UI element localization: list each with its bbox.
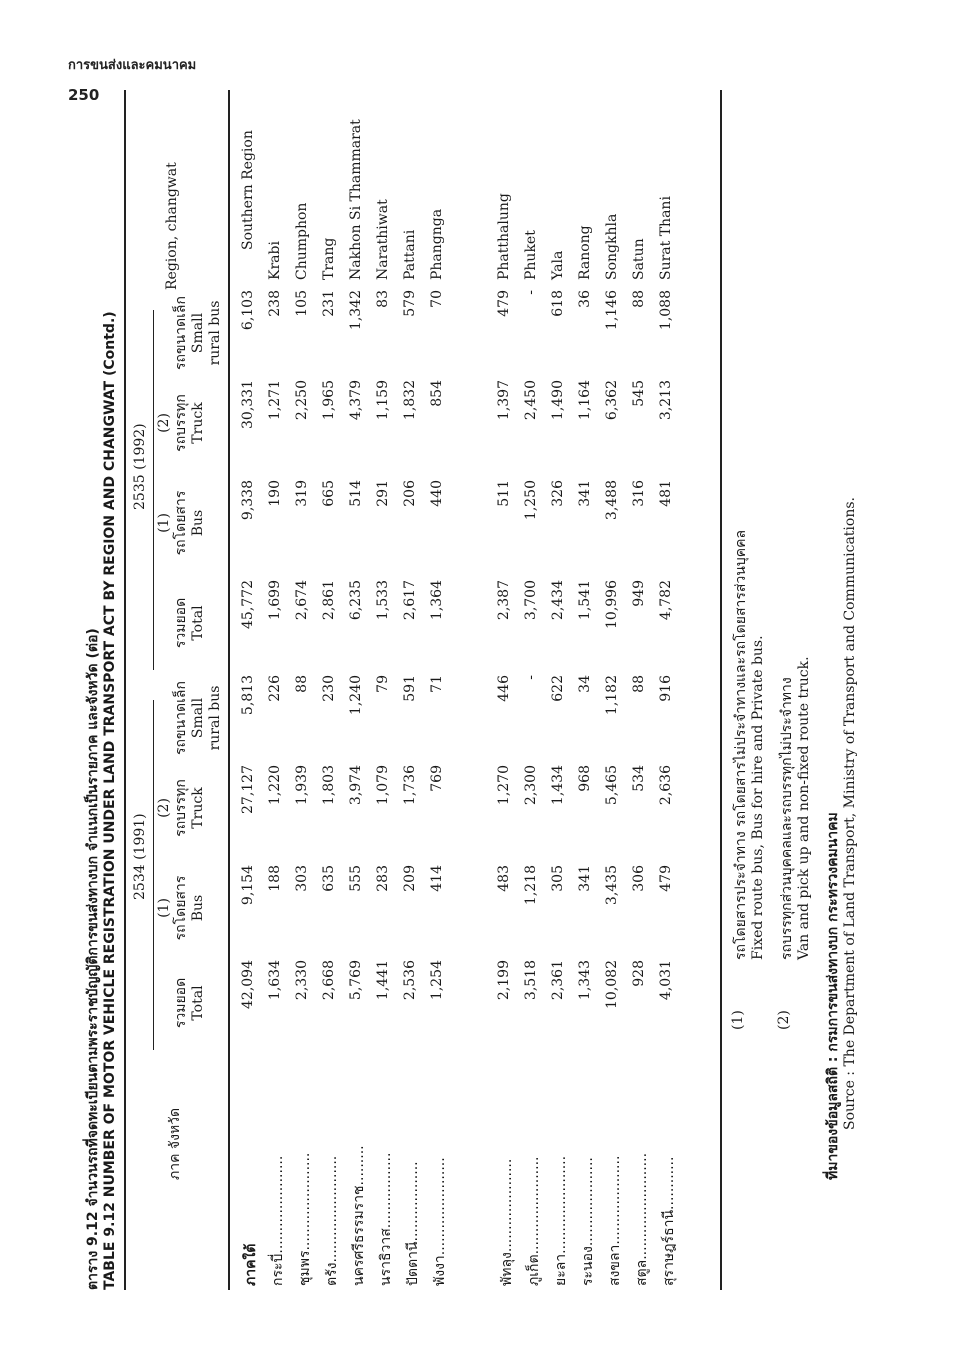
table-cell: 916 (658, 675, 674, 702)
column-header-en: Small (190, 312, 206, 354)
row-name-thai: ภูเก็ต...................... (526, 1156, 542, 1286)
note-1-english: Fixed route bus, Bus for hire and Private bus. (750, 635, 766, 960)
column-header-en2: rural bus (207, 300, 223, 366)
column-header-th: รถบรรทุก (173, 779, 189, 837)
column-header-en2 (207, 958, 224, 1048)
table-cell: 2,861 (321, 580, 337, 621)
table-cell: 2,387 (496, 580, 512, 621)
column-header-note: (2) (156, 798, 172, 818)
column-header (156, 288, 224, 378)
column-header (156, 578, 224, 668)
table-cell: 2,617 (402, 580, 418, 621)
table-cell: 4,782 (658, 580, 674, 621)
table-cell: 2,330 (294, 960, 310, 1001)
table-cell: 316 (631, 480, 647, 507)
row-name-thai: สงขลา.................... (607, 1155, 623, 1286)
bottom-rule (720, 90, 722, 1290)
table-cell: 5,769 (348, 960, 364, 1001)
table-cell: 27,127 (240, 765, 256, 814)
table-cell: 2,300 (523, 765, 539, 806)
table-cell: 622 (550, 675, 566, 702)
row-name-english: Southern Region (240, 130, 256, 250)
table-cell: 483 (496, 865, 512, 892)
table-cell: 70 (429, 290, 445, 308)
row-name-thai: พังงา...................... (432, 1157, 448, 1286)
column-header-en: Bus (190, 509, 206, 537)
table-cell: 79 (375, 675, 391, 693)
note-1-thai: รถโดยสารประจำทาง รถโดยสารไม่ประจำทางและรถโดยสารส่วนบุคคล (733, 529, 749, 960)
table-cell: 6,362 (604, 380, 620, 421)
table-cell: 1,182 (604, 675, 620, 716)
table-cell: 479 (496, 290, 512, 317)
table-cell: 188 (267, 865, 283, 892)
table-cell: 4,031 (658, 960, 674, 1001)
table-cell: 1,441 (375, 960, 391, 1001)
table-cell: 1,220 (267, 765, 283, 806)
column-header (156, 673, 224, 763)
table-cell: 1,254 (429, 960, 445, 1001)
table-cell: 479 (658, 865, 674, 892)
row-name-english: Trang (321, 237, 337, 280)
table-cell: 341 (577, 480, 593, 507)
column-header-th: รถโดยสาร (173, 490, 189, 556)
table-cell: 1,533 (375, 580, 391, 621)
table-cell: 3,974 (348, 765, 364, 806)
table-cell: 88 (631, 675, 647, 693)
table-cell: 1,146 (604, 290, 620, 331)
table-cell: 30,331 (240, 380, 256, 429)
row-name-thai: สตูล........................ (634, 1152, 650, 1286)
table-cell: 440 (429, 480, 445, 507)
column-header-th: รถขนาดเล็ก (173, 296, 189, 370)
year-rule-1992 (153, 310, 154, 670)
table-cell: 555 (348, 865, 364, 892)
table-cell: 2,434 (550, 580, 566, 621)
table-cell: 83 (375, 290, 391, 308)
row-name-english: Phangnga (429, 208, 445, 280)
table-cell: 291 (375, 480, 391, 507)
table-cell: 9,338 (240, 480, 256, 521)
row-name-english: Ranong (577, 225, 593, 280)
table-cell: 319 (294, 480, 310, 507)
table-cell: 230 (321, 675, 337, 702)
row-name-thai: ยะลา...................... (553, 1155, 569, 1286)
table-cell: 2,250 (294, 380, 310, 421)
table-cell: 3,518 (523, 960, 539, 1001)
table-cell: 1,164 (577, 380, 593, 421)
top-rule (124, 90, 126, 1290)
table-cell: 1,364 (429, 580, 445, 621)
table-cell: 534 (631, 765, 647, 792)
column-header-note: (1) (156, 898, 172, 918)
table-cell: 209 (402, 865, 418, 892)
table-cell: 88 (294, 675, 310, 693)
table-cell: 3,435 (604, 865, 620, 906)
row-name-english: Chumphon (294, 202, 310, 280)
column-header (156, 958, 224, 1048)
row-name-english: Satun (631, 238, 647, 280)
table-cell: 1,434 (550, 765, 566, 806)
column-header-th: รถบรรทุก (173, 394, 189, 452)
note-2-thai: รถบรรทุกส่วนบุคคลและรถบรรทุกไม่ประจำทาง (779, 677, 795, 960)
rotated-table-page (80, 88, 880, 1290)
column-header-th: รวมยอด (173, 597, 189, 649)
table-cell: 514 (348, 480, 364, 507)
table-cell: 1,159 (375, 380, 391, 421)
table-cell: 5,813 (240, 675, 256, 716)
table-cell: 42,094 (240, 960, 256, 1009)
table-cell: 618 (550, 290, 566, 317)
table-cell: 1,343 (577, 960, 593, 1001)
table-cell: 3,700 (523, 580, 539, 621)
column-header-en2 (207, 378, 224, 468)
source-english: Source : The Department of Land Transport, Ministry of Transport and Communications. (842, 497, 858, 1130)
table-cell: 2,450 (523, 380, 539, 421)
table-cell: 1,699 (267, 580, 283, 621)
table-cell: 283 (375, 865, 391, 892)
table-cell: 306 (631, 865, 647, 892)
column-header-en: Truck (190, 402, 206, 444)
table-cell: 1,397 (496, 380, 512, 421)
column-header-note (156, 958, 173, 1048)
table-cell: 231 (321, 290, 337, 317)
table-cell: 190 (267, 480, 283, 507)
table-cell: - (523, 290, 539, 295)
table-cell: 4,379 (348, 380, 364, 421)
column-header-en: Total (190, 605, 206, 641)
column-header-th: รถโดยสาร (173, 875, 189, 941)
table-cell: 545 (631, 380, 647, 407)
column-header-en: Total (190, 985, 206, 1021)
table-cell: 2,668 (321, 960, 337, 1001)
year-header-1992: 2535 (1992) (132, 423, 148, 510)
table-cell: 446 (496, 675, 512, 702)
table-cell: 10,082 (604, 960, 620, 1009)
table-cell: 2,636 (658, 765, 674, 806)
row-name-english: Nakhon Si Thammarat (348, 119, 364, 280)
table-cell: 9,154 (240, 865, 256, 906)
table-cell: 635 (321, 865, 337, 892)
table-cell: 1,803 (321, 765, 337, 806)
table-cell: 2,674 (294, 580, 310, 621)
table-cell: 2,361 (550, 960, 566, 1001)
year-rule-1991 (153, 700, 154, 1050)
row-name-english: Pattani (402, 229, 418, 280)
row-name-english: Songkhla (604, 213, 620, 280)
page-number: 250 (68, 86, 100, 104)
row-name-english: Surat Thani (658, 196, 674, 280)
row-name-english: Phuket (523, 230, 539, 280)
table-cell: 326 (550, 480, 566, 507)
row-name-english: Phatthalung (496, 193, 512, 280)
note-1-marker: (1) (730, 1010, 746, 1030)
column-header-note (156, 288, 173, 378)
row-name-thai: นครศรีธรรมราช......... (351, 1145, 367, 1286)
table-cell: 1,088 (658, 290, 674, 331)
column-header-note: (1) (156, 513, 172, 533)
table-cell: 1,270 (496, 765, 512, 806)
stub-header-thai: ภาค จังหวัด (167, 1107, 183, 1180)
table-cell: 1,965 (321, 380, 337, 421)
table-cell: 1,736 (402, 765, 418, 806)
table-cell: 6,103 (240, 290, 256, 331)
table-cell: 1,250 (523, 480, 539, 521)
note-2-english: Van and pick up and non-fixed route truck. (796, 656, 812, 960)
table-cell: 2,199 (496, 960, 512, 1001)
column-header-en2: rural bus (207, 685, 223, 751)
table-cell: 71 (429, 675, 445, 693)
table-cell: 1,939 (294, 765, 310, 806)
table-cell: 34 (577, 675, 593, 693)
table-cell: 341 (577, 865, 593, 892)
table-cell: 1,832 (402, 380, 418, 421)
column-header-en2 (207, 763, 224, 853)
column-header (156, 478, 224, 568)
stub-header-english: Region, changwat (164, 162, 180, 290)
table-cell: 414 (429, 865, 445, 892)
table-cell: 305 (550, 865, 566, 892)
table-cell: 1,079 (375, 765, 391, 806)
column-header (156, 863, 224, 953)
row-name-thai: ระนอง.................... (580, 1157, 596, 1286)
year-header-1991: 2534 (1991) (132, 813, 148, 900)
table-cell: 949 (631, 580, 647, 607)
source-thai: ที่มาของข้อมูลสถิติ : กรมการขนส่งทางบก กระทรวงคมนาคม (825, 812, 841, 1180)
row-name-thai: ตรัง........................ (324, 1155, 340, 1286)
table-cell: 36 (577, 290, 593, 308)
column-header-en2 (207, 478, 224, 568)
table-title-thai: ตาราง 9.12 จำนวนรถที่จดทะเบียนตามพระราชบัญญัติการขนส่งทางบก จำแนกเป็นรายภาค และจังหวัด (ต่อ) (85, 628, 101, 1290)
column-header (156, 378, 224, 468)
table-cell: 303 (294, 865, 310, 892)
row-name-thai: พัทลุง..................... (499, 1158, 515, 1286)
table-cell: 511 (496, 480, 512, 507)
column-header-en: Truck (190, 787, 206, 829)
table-cell: 5,465 (604, 765, 620, 806)
table-cell: 45,772 (240, 580, 256, 629)
note-2-marker: (2) (776, 1010, 792, 1030)
table-cell: 854 (429, 380, 445, 407)
table-cell: 928 (631, 960, 647, 987)
row-name-thai: นราธิวาส................. (378, 1152, 394, 1286)
table-cell: 665 (321, 480, 337, 507)
row-name-thai: ชุมพร...................... (297, 1152, 313, 1286)
table-cell: 10,996 (604, 580, 620, 629)
table-cell: 591 (402, 675, 418, 702)
column-header-note: (2) (156, 413, 172, 433)
table-cell: 579 (402, 290, 418, 317)
table-cell: 481 (658, 480, 674, 507)
table-cell: 1,218 (523, 865, 539, 906)
column-header-en2 (207, 863, 224, 953)
column-header (156, 763, 224, 853)
table-cell: 1,271 (267, 380, 283, 421)
table-cell: 3,213 (658, 380, 674, 421)
column-header-note (156, 673, 173, 763)
header-bottom-rule (228, 90, 230, 1290)
table-cell: - (523, 675, 539, 680)
row-name-thai: กระบี่...................... (270, 1155, 286, 1286)
column-header-en: Small (190, 697, 206, 739)
table-cell: 226 (267, 675, 283, 702)
row-name-english: Yala (550, 250, 566, 280)
table-cell: 2,536 (402, 960, 418, 1001)
table-cell: 1,541 (577, 580, 593, 621)
table-cell: 238 (267, 290, 283, 317)
column-header-th: รวมยอด (173, 977, 189, 1029)
row-name-english: Narathiwat (375, 199, 391, 280)
table-title-english: TABLE 9.12 NUMBER OF MOTOR VEHICLE REGISTRATION UNDER LAND TRANSPORT ACT BY REGION AND CHANGWAT (Contd.) (102, 311, 118, 1290)
table-cell: 3,488 (604, 480, 620, 521)
page-header-title: การขนส่งและคมนาคม (68, 58, 197, 73)
table-cell: 1,634 (267, 960, 283, 1001)
table-cell: 1,240 (348, 675, 364, 716)
table-cell: 968 (577, 765, 593, 792)
table-cell: 6,235 (348, 580, 364, 621)
row-name-thai: ภาคใต้ (243, 1243, 259, 1286)
table-cell: 105 (294, 290, 310, 317)
column-header-note (156, 578, 173, 668)
column-header-en: Bus (190, 894, 206, 922)
column-header-en2 (207, 578, 224, 668)
table-cell: 1,490 (550, 380, 566, 421)
table-cell: 769 (429, 765, 445, 792)
row-name-thai: ปัตตานี.................. (405, 1161, 421, 1286)
table-cell: 88 (631, 290, 647, 308)
column-header-th: รถขนาดเล็ก (173, 681, 189, 755)
row-name-thai: สุราษฎร์ธานี............ (661, 1156, 677, 1286)
table-cell: 1,342 (348, 290, 364, 331)
row-name-english: Krabi (267, 241, 283, 280)
table-cell: 206 (402, 480, 418, 507)
